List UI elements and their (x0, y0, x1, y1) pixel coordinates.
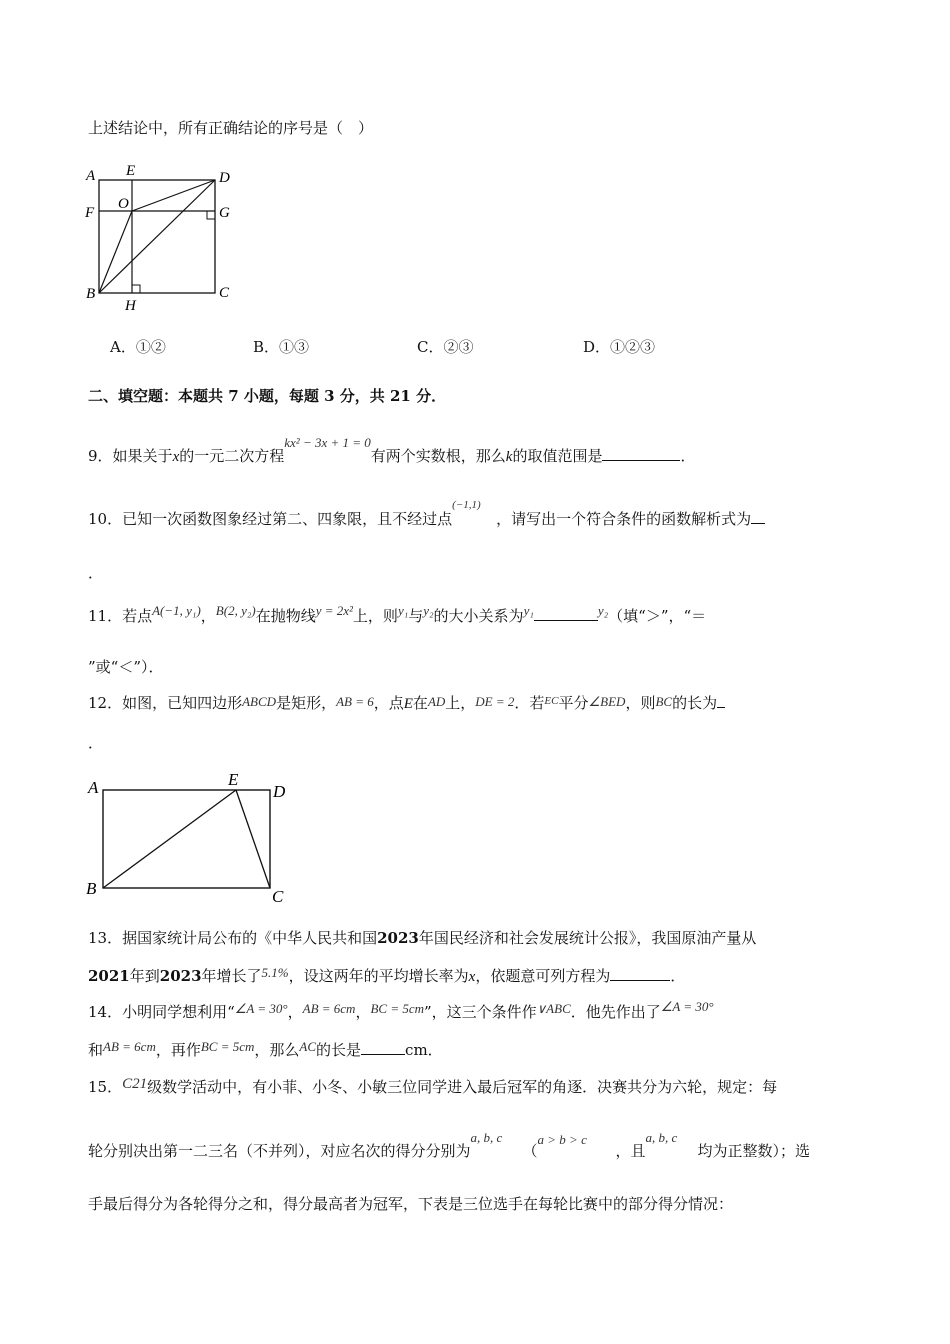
q14-sep-2: ， (355, 1003, 371, 1021)
fig2-rectangle (103, 790, 270, 888)
question-12 (88, 693, 725, 715)
q9-number: 9． (88, 447, 113, 465)
q12-de: DE = 2 (475, 694, 515, 709)
q9-text-4: 的取值范围是 (512, 447, 603, 465)
q14-number: 14． (88, 1003, 123, 1021)
choice-a-text: ①② (135, 338, 166, 356)
q13-answer-blank[interactable] (610, 966, 670, 981)
q12-text-9: 的长为 (672, 694, 718, 712)
question-11 (88, 603, 707, 627)
q9-equation: kx² − 3x + 1 = 0 (284, 435, 371, 450)
q12-text-3: ，点 (373, 694, 404, 712)
q14-triangle: ∨ABC (536, 1001, 571, 1016)
question-13 (88, 928, 756, 948)
fig2-line-be (103, 790, 236, 888)
q14-text-2: ”，这三个条件作 (424, 1003, 537, 1021)
q11-point-a: A(−1, y₁) (152, 603, 201, 618)
q10-number: 10． (88, 510, 123, 528)
q14-text-3: ．他先作出了 (570, 1003, 661, 1021)
fig1-label-c: C (219, 285, 230, 301)
question-9 (88, 435, 696, 467)
q11-y2: y₂ (423, 603, 434, 618)
q11-parabola: y = 2x² (315, 603, 353, 618)
fig1-right-angle-g (207, 211, 215, 219)
q12-abcd: ABCD (242, 694, 277, 709)
q12-text-2: 是矩形， (276, 694, 337, 712)
q13-text-6: ，依题意可列方程为 (475, 967, 611, 985)
fig2-label-d: D (273, 782, 286, 801)
q9-var-k: k (505, 449, 513, 465)
q15-inequality: a > b > c (537, 1132, 587, 1147)
q13-text-3: 年到 (129, 967, 160, 985)
q10-point: (−1,1) (452, 499, 481, 511)
q15-abc: a, b, c (470, 1130, 503, 1145)
fig2-line-ec (236, 790, 270, 888)
q11-text-5: 的大小关系为 (433, 607, 524, 625)
q15-line-3: 手最后得分为各轮得分之和，得分最高者为冠军，下表是三位选手在每轮比赛中的部分得分情况： (88, 1195, 734, 1213)
q11-answer-blank[interactable] (534, 606, 598, 621)
q12-text-8: ，则 (625, 694, 656, 712)
q13-percent: 5.1% (261, 965, 289, 980)
choice-d[interactable] (583, 337, 655, 357)
q14-text-4: 和 (88, 1041, 104, 1059)
q14-cond-ab: AB = 6cm (302, 1001, 356, 1016)
q12-angle-bed: ∠BED (588, 694, 626, 709)
q14-cond-angle: ∠A = 30° (234, 1001, 288, 1016)
q15-text-2: 轮分别决出第一二三名（不并列），对应名次的得分分别为 (88, 1142, 471, 1160)
fig1-right-angle-h (132, 285, 140, 293)
q15-text-3: （ (522, 1142, 538, 1160)
q11-y2-b: y₂ (597, 603, 609, 618)
q11-point-b: B(2, y₂) (215, 603, 256, 618)
question-15 (88, 1077, 777, 1098)
q12-ad: AD (427, 694, 446, 709)
fig2-label-e: E (228, 770, 239, 789)
question-10 (88, 499, 765, 531)
q12-point-e: E (403, 696, 413, 712)
q11-line-2: ”或“＜”）． (88, 658, 164, 676)
q13-text-5: ，设这两年的平均增长率为 (288, 967, 469, 985)
choice-b-letter: B． (253, 338, 280, 356)
choice-a[interactable] (110, 337, 166, 357)
q11-y1: y₁ (397, 603, 409, 618)
q14-bc: BC = 5cm (200, 1039, 255, 1054)
q14-ab: AB = 6cm (103, 1039, 156, 1054)
q15-line-2 (88, 1130, 811, 1162)
fig1-line-od (132, 180, 215, 211)
q14-text-7: 的长是 (316, 1041, 362, 1059)
fig1-line-bd (99, 180, 215, 293)
q14-ac: AC (299, 1039, 317, 1054)
choice-a-letter: A． (110, 338, 136, 356)
q12-number: 12． (88, 694, 123, 712)
fig1-label-d: D (219, 170, 230, 186)
q9-text-2: 的一元二次方程 (179, 447, 285, 465)
q15-c21: C21 (122, 1076, 148, 1092)
q12-trailing-dot: ． (88, 734, 104, 752)
q14-line-2 (88, 1040, 443, 1061)
q12-text-4: 在 (412, 694, 428, 712)
q11-text-2: 在抛物线 (255, 607, 316, 625)
q10-text-2: ，请写出一个符合条件的函数解析式为 (496, 510, 752, 528)
q14-cond-bc: BC = 5cm (370, 1001, 424, 1016)
q12-ec: EC (544, 695, 559, 707)
choice-b[interactable] (253, 337, 309, 357)
fig1-label-e: E (126, 163, 136, 179)
q9-text-3: 有两个实数根，那么 (370, 447, 506, 465)
fig1-label-f: F (85, 205, 95, 221)
intro-line: 上述结论中，所有正确结论的序号是（ ） (88, 119, 374, 137)
q11-text-4: 与 (408, 607, 424, 625)
fig1-label-g: G (219, 205, 230, 221)
q11-comma: ， (200, 607, 216, 625)
q13-text-1: 据国家统计局公布的《中华人民共和国 (122, 929, 378, 947)
fig2-label-a: A (88, 778, 99, 797)
q13-year-2023: 2023 (377, 929, 419, 947)
q9-var-x: x (172, 449, 180, 465)
choice-c-text: ②③ (443, 338, 474, 356)
q14-text-5: ，再作 (155, 1041, 201, 1059)
question-14 (88, 999, 714, 1023)
q12-answer-blank[interactable] (717, 693, 725, 708)
figure-square-diagram (82, 160, 242, 310)
q14-answer-blank[interactable] (361, 1040, 405, 1055)
fig1-line-bo (99, 211, 132, 293)
q13-number: 13． (88, 929, 123, 947)
q15-text-1: 级数学活动中，有小菲、小冬、小敏三位同学进入最后冠军的角逐．决赛共分为六轮，规定：每 (147, 1078, 778, 1096)
choice-c[interactable] (417, 337, 474, 357)
q14-text-1: 小明同学想利用“ (122, 1003, 235, 1021)
choice-c-letter: C． (417, 338, 444, 356)
q10-text-1: 已知一次函数图象经过第二、四象限，且不经过点 (122, 510, 453, 528)
q12-text-1: 如图，已知四边形 (122, 694, 243, 712)
fig2-label-b: B (86, 879, 97, 898)
q15-text-5: 均为正整数）；选 (697, 1142, 811, 1160)
q13-text-4: 年增长了 (201, 967, 262, 985)
figure-rectangle-diagram (82, 766, 302, 906)
q9-end: ． (680, 447, 696, 465)
q13-var-x: x (468, 969, 476, 985)
q13-line-2 (88, 966, 685, 987)
q12-text-6: ．若 (514, 694, 545, 712)
q10-trailing-dot: ． (88, 564, 104, 582)
q14-angle-a30: ∠A = 30° (660, 999, 714, 1014)
q12-ab: AB = 6 (336, 694, 374, 709)
fig1-label-h: H (125, 298, 136, 310)
q15-text-4: ，且 (615, 1142, 646, 1160)
q15-abc-2: a, b, c (645, 1130, 678, 1145)
q13-end: ． (670, 967, 686, 985)
q14-text-6: ，那么 (254, 1041, 300, 1059)
choice-b-text: ①③ (279, 338, 310, 356)
q14-sep-1: ， (287, 1003, 303, 1021)
q12-bc: BC (655, 694, 673, 709)
choice-d-letter: D． (583, 338, 611, 356)
q13-year-2023-b: 2023 (159, 967, 202, 985)
fig1-label-a: A (86, 168, 96, 184)
q11-text-1: 若点 (122, 607, 153, 625)
q13-year-2021: 2021 (88, 967, 130, 985)
section-heading: 二、填空题：本题共 7 小题，每题 3 分，共 21 分． (88, 387, 447, 405)
fig1-label-b: B (86, 286, 96, 302)
q9-answer-blank[interactable] (602, 446, 680, 461)
q13-text-2: 年国民经济和社会发展统计公报》，我国原油产量从 (418, 929, 757, 947)
q11-text-6: （填“＞”，“＝ (608, 607, 707, 625)
q14-unit: cm． (405, 1041, 443, 1059)
choice-d-text: ①②③ (610, 338, 656, 356)
fig2-label-c: C (272, 887, 284, 906)
q11-number: 11． (88, 607, 123, 625)
q9-text-1: 如果关于 (112, 447, 173, 465)
q12-text-5: 上， (445, 694, 476, 712)
q11-y1-b: y₁ (523, 603, 534, 618)
q11-text-3: 上，则 (352, 607, 398, 625)
q12-text-7: 平分 (558, 694, 589, 712)
q10-answer-blank[interactable] (751, 509, 765, 524)
q15-number: 15． (88, 1078, 123, 1096)
fig1-label-o: O (118, 196, 129, 212)
